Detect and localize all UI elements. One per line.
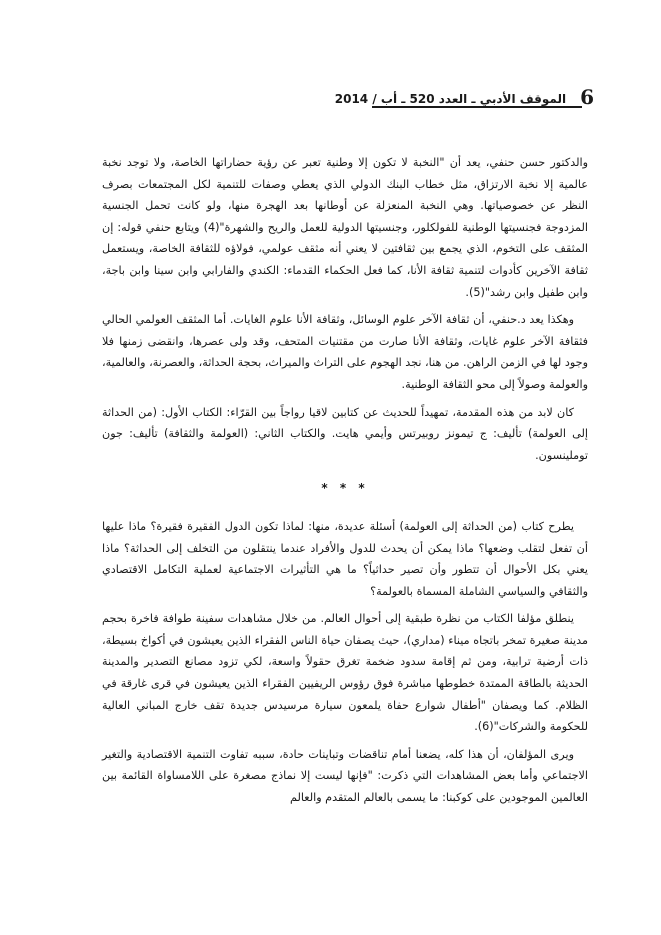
paragraph-2: وهكذا يعد د.حنفي، أن ثقافة الآخر علوم الوسائل، وثقافة الأنا علوم الغايات. أما المثقف العولمي الحالي فثقافة الآخر علوم غايات، وثقافة الأنا صارت من مقتنيات المتحف، وقد ولى عصرها، وانقضى زمنها فلا وجود لها في الزمن الراهن. من هنا، نجد الهجوم على التراث والميراث، بحجة الحداثة، والعصرنة، والعالمية، والعولمة وصولاً إلى محو الثقافة الوطنية.	[102, 313, 588, 391]
paragraph-4: يطرح كتاب (من الحداثة إلى العولمة) أسئلة عديدة، منها: لماذا تكون الدول الفقيرة فقيرة؟ ماذا عليها أن تفعل لتقلب وضعها؟ ماذا يمكن أن يحدث للدول والأفراد عندما ينتقلون من التخلف إلى الحداثة؟ ماذا يعني بكل الأحوال أن تتطور وأن تصير حداثياً؟ ما هي التأثيرات الاجتماعية لعملية التكامل الاقتصادي والثقافي والسياسي الشاملة المسماة بالعولمة؟	[102, 519, 588, 598]
page-number: 6	[580, 85, 594, 109]
header-rule	[372, 106, 582, 108]
paragraph-6: ويرى المؤلفان، أن هذا كله، يضعنا أمام تناقضات وتباينات حادة، سببه تفاوت التنمية الاقتصادية والتغير الاجتماعي وأما بعض المشاهدات التي ذكرت: "فإنها ليست إلا نماذج مصغرة على اللامساواة القائمة بين العالمين الموجودين على كوكبنا: ما يسمى بالعالم المتقدم والعالم	[102, 747, 588, 805]
section-separator: * * *	[321, 481, 369, 496]
paragraph-3: كان لابد من هذه المقدمة، تمهيداً للحديث عن كتابين لاقيا رواجاً بين القرّاء: الكتاب الأول: (من الحداثة إلى العولمة) تأليف: ج تيمونز روبيرتس وأيمي هايت. والكتاب الثاني: (العولمة والثقافة) تأليف: جون توملينسون.	[102, 405, 588, 462]
paragraph-5: ينطلق مؤلفا الكتاب من نظرة طبقية إلى أحوال العالم. من خلال مشاهدات سفينة طوافة فاخرة بحجم مدينة صغيرة تمخر باتجاه ميناء (مداري)، حيث يصفان حياة الناس الفقراء الذين يعيشون في أكواخ بسيطة، ذات أرضية ترابية، ومن ثم إقامة سدود ضخمة تغرق حقولاً واسعة، لكي تزود مصانع التصدير والمدينة الحديثة بالطاقة الممتدة خطوطها مباشرة فوق رؤوس الريفيين الفقراء الذين يعيشون في قرى غارقة في الظلام. كما ويصفان "أطفال شوارع حفاة يلمعون سيارة مرسيدس جديدة تقف خارج المباني العالية للحكومة والشركات"(6).	[102, 612, 588, 734]
article-body	[102, 152, 588, 815]
running-header-title: الموقف الأدبي ـ العدد 520 ـ أب / 2014	[334, 92, 567, 106]
page-header	[334, 80, 594, 109]
paragraph-1: والدكتور حسن حنفي، يعد أن "النخبة لا تكون إلا وطنية تعبر عن رؤية حضاراتها الخاصة، ولا توجد نخبة عالمية إلا نخبة الارتزاق، مثل خطاب البنك الدولي الذي يعطي وصفات للتنمية لكل المجتمعات بصرف النظر عن خصوصياتها. وهي النخبة المنعزلة عن أوطانها بعد الهجرة منها، ولو كانت تحمل الجنسية المزدوجة فجنسيتها الوطنية للفولكلور، وجنسيتها الدولية للعمل والريح والشهرة"(4) ويتابع حنفي قوله: إن المثقف على التخوم، الذي يجمع بين ثقافتين لا يعني أنه مثقف عولمي، فولاؤه للثقافة الخاصة، ويستعمل ثقافة الآخرين كأدوات لتنمية ثقافة الأنا، كما فعل الحكماء القدماء: الكندي والفارابي وابن سينا وابن باجة، وابن طفيل وابن رشد"(5).	[102, 156, 588, 299]
